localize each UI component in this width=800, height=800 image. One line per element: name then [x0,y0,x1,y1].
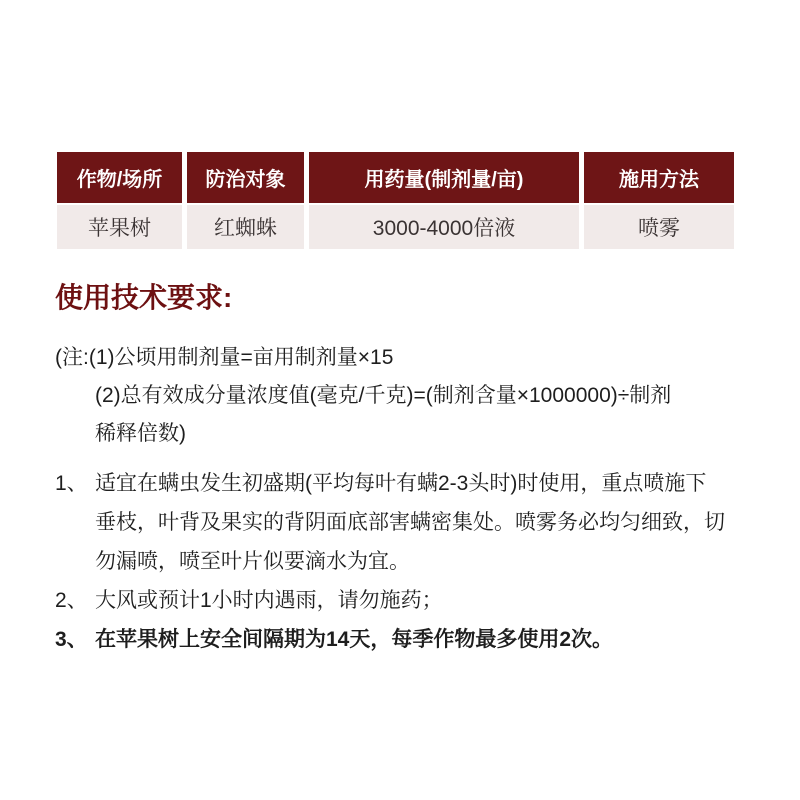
note-line-3: 稀释倍数) [95,422,186,445]
table-header-dosage: 用药量(制剂量/亩) [309,152,579,203]
item-1-line-3: 勿漏喷，喷至叶片似要滴水为宜。 [95,550,410,573]
table-header-crop-site: 作物/场所 [57,152,182,203]
note-line-2: (2)总有效成分量浓度值(毫克/千克)=(制剂含量×1000000)÷制剂 [95,384,672,407]
item-3-content [95,620,613,659]
instruction-item-3 [55,620,725,659]
instruction-item-2 [55,581,725,620]
item-2-line-1: 大风或预计1小时内遇雨，请勿施药； [95,589,443,612]
table-cell-dosage: 3000-4000倍液 [309,205,579,249]
table-header-control-target: 防治对象 [187,152,304,203]
table-cell-method: 喷雾 [584,205,734,249]
table-header-application-method: 施用方法 [584,152,734,203]
item-2-marker: 2、 [55,589,88,612]
item-1-line-1: 适宜在螨虫发生初盛期(平均每叶有螨2-3头时)时使用，重点喷施下 [95,472,707,495]
dosage-table [57,152,734,249]
instructions-text [55,339,725,659]
note-line-1: (注:(1)公顷用制剂量=亩用制剂量×15 [55,346,394,369]
item-1-line-2: 垂枝，叶背及果实的背阴面底部害螨密集处。喷雾务必均匀细致，切 [95,511,725,534]
section-title: 使用技术要求: [55,282,233,313]
item-2-content [95,581,443,620]
instruction-item-1 [55,464,725,581]
table-cell-target: 红蜘蛛 [187,205,304,249]
item-3-marker: 3、 [55,628,88,651]
instruction-items [55,464,725,659]
table-cell-crop: 苹果树 [57,205,182,249]
item-1-content [95,464,725,581]
item-1-marker: 1、 [55,472,88,495]
item-3-line-1: 在苹果树上安全间隔期为14天，每季作物最多使用2次。 [95,628,614,651]
note-block [55,339,725,453]
